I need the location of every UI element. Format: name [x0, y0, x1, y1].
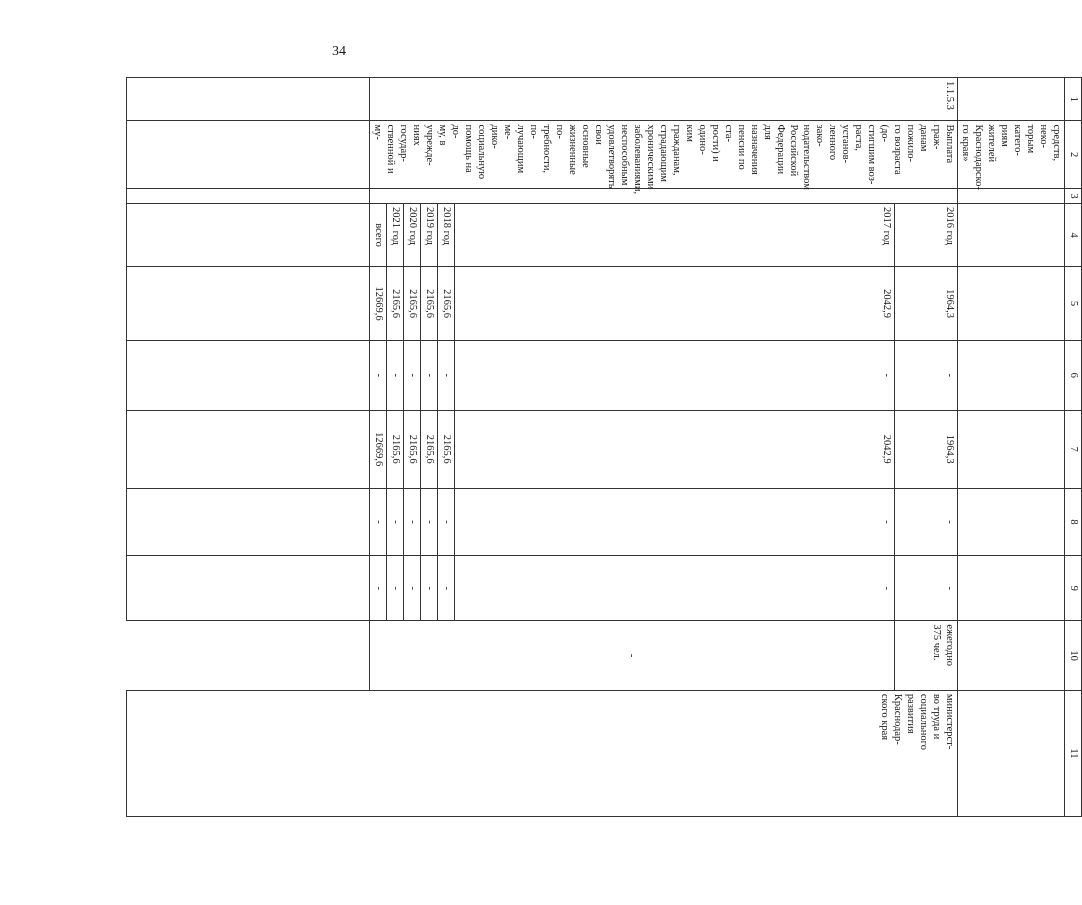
value-col9: -	[404, 556, 421, 621]
col-num: 6	[1065, 340, 1082, 410]
year-label: 2019 год	[421, 204, 438, 267]
value-col8: -	[404, 488, 421, 555]
value-col5: 2165,6	[438, 267, 455, 341]
tail-cell	[127, 267, 370, 341]
description-line: страдающим	[658, 124, 669, 182]
value-col7: 2165,6	[404, 410, 421, 488]
value-col7: 1964,3	[895, 410, 958, 488]
value-col8: -	[455, 488, 895, 555]
tail-cell	[127, 488, 370, 555]
executor-line: во труда и	[931, 693, 942, 740]
continuation-line: торым катего-	[1012, 124, 1036, 156]
description-line: дико-	[489, 124, 500, 149]
result-line: ежегодно	[944, 624, 955, 666]
value-col8: -	[421, 488, 438, 555]
value-col5: 12669,6	[370, 267, 387, 341]
executor-line: министерст-	[944, 693, 955, 750]
tail-cell	[127, 410, 370, 488]
value-col5: 1964,3	[895, 267, 958, 341]
result-cell	[895, 621, 958, 691]
col-num: 8	[1065, 488, 1082, 555]
description-line: хроническими	[645, 124, 656, 190]
col-num: 1	[1065, 78, 1082, 121]
value-col5: 2165,6	[404, 267, 421, 341]
tail-cell	[127, 340, 370, 410]
value-col6: -	[455, 340, 895, 410]
description-line: Федерации для	[762, 124, 786, 175]
col-num: 5	[1065, 267, 1082, 341]
empty-cell	[370, 188, 958, 203]
executor-line: социального	[918, 693, 929, 750]
result-line: 375 чел.	[931, 624, 942, 661]
continuation-line: Краснодарско-	[973, 124, 984, 190]
executor-line: ского края	[879, 693, 890, 741]
continuation-row	[958, 78, 1065, 817]
value-col9: -	[421, 556, 438, 621]
tail-cell	[127, 556, 370, 621]
col-num: 9	[1065, 556, 1082, 621]
tail-cell	[127, 204, 370, 267]
description-line: помощь на до-	[450, 124, 474, 173]
description-line: му, в учрежде-	[424, 124, 448, 166]
value-col5: 2165,6	[421, 267, 438, 341]
value-col6: -	[421, 340, 438, 410]
continuation-text	[958, 121, 1065, 188]
description-line: пенсии по ста-	[723, 124, 747, 170]
row-description	[370, 121, 958, 195]
value-col6: -	[370, 340, 387, 410]
year-label: 2020 год	[404, 204, 421, 267]
description-line: Выплата граж-	[931, 124, 955, 164]
value-col9: -	[370, 556, 387, 621]
col-num: 10	[1065, 621, 1082, 691]
rotated-table-frame	[342, 77, 1082, 759]
col-num: 4	[1065, 204, 1082, 267]
year-label: всего	[370, 204, 387, 267]
value-col7: 2165,6	[438, 410, 455, 488]
value-col7: 12669,6	[370, 410, 387, 488]
year-label: 2021 год	[387, 204, 404, 267]
executor-line: Краснодар-	[892, 693, 903, 745]
page-number: 34	[332, 44, 346, 59]
value-col7: 2165,6	[421, 410, 438, 488]
value-col7: 2042,9	[455, 410, 895, 488]
description-line: Российской	[788, 124, 799, 177]
value-col8: -	[895, 488, 958, 555]
year-row	[895, 78, 958, 817]
executor-cell	[127, 690, 958, 816]
value-col8: -	[438, 488, 455, 555]
value-col8: -	[370, 488, 387, 555]
value-col9: -	[895, 556, 958, 621]
description-line: раста, установ-	[840, 124, 864, 164]
description-line: социальную	[476, 124, 487, 180]
description-line: стигшим воз-	[866, 124, 877, 185]
continuation-line: риям жителей	[986, 124, 1010, 163]
executor-line: развития	[905, 693, 916, 734]
description-line: жизненные по-	[554, 124, 578, 175]
description-line: ленного зако-	[814, 124, 838, 161]
col-num: 11	[1065, 690, 1082, 816]
col-num: 3	[1065, 188, 1082, 203]
description-line: ниях государ-	[398, 124, 422, 162]
row-code: 1.1.5.3	[370, 78, 958, 121]
value-col6: -	[404, 340, 421, 410]
description-line: назначения	[749, 124, 760, 175]
column-numbers-row	[1065, 78, 1082, 817]
description-line: ственной и му-	[372, 124, 396, 174]
value-col8: -	[387, 488, 404, 555]
value-col5: 2042,9	[455, 267, 895, 341]
continuation-line: средств, неко-	[1038, 124, 1062, 162]
description-line: го возраста (до-	[879, 124, 903, 175]
year-label: 2016 год	[895, 204, 958, 267]
year-label: 2017 год	[455, 204, 895, 267]
tail-cell	[127, 121, 370, 188]
value-col9: -	[438, 556, 455, 621]
description-line: свои основные	[580, 124, 604, 168]
tail-cell	[127, 78, 370, 121]
description-line: данам пожило-	[905, 124, 929, 162]
result-dash: -	[370, 621, 895, 691]
description-line: заболеваниями,	[632, 124, 643, 195]
value-col7: 2165,6	[387, 410, 404, 488]
tail-cell	[127, 188, 370, 203]
description-line: рости) и одино-	[697, 124, 721, 162]
year-label: 2018 год	[438, 204, 455, 267]
value-col6: -	[387, 340, 404, 410]
col-num: 2	[1065, 121, 1082, 188]
description-line: неспособным	[619, 124, 630, 186]
description-line: удовлетворять	[606, 124, 617, 189]
description-line: ким гражданам,	[671, 124, 695, 176]
value-col6: -	[895, 340, 958, 410]
value-col6: -	[438, 340, 455, 410]
description-line: лучающим ме-	[502, 124, 526, 174]
continuation-line: го края»	[960, 124, 971, 162]
value-col9: -	[387, 556, 404, 621]
program-table	[126, 77, 1082, 817]
value-col9: -	[455, 556, 895, 621]
description-line: требности, по-	[528, 124, 552, 174]
value-col5: 2165,6	[387, 267, 404, 341]
description-line: нодательством	[801, 124, 812, 190]
col-num: 7	[1065, 410, 1082, 488]
